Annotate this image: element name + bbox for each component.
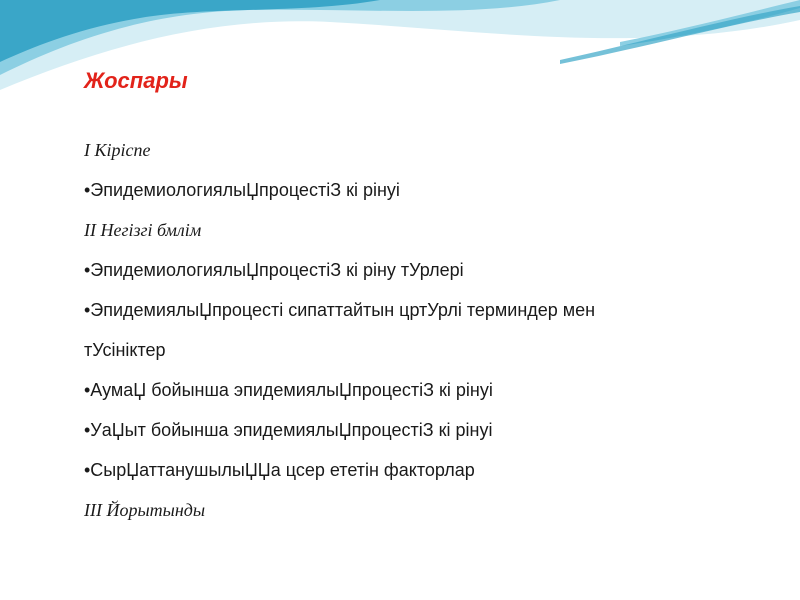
list-item: •СырЏаттанушылыЏЏа цсер ететін факторлар — [84, 460, 475, 480]
list-item: •ЭпидемиялыЏпроцесті сипаттайтын цртУрлі терминдер мен — [84, 300, 596, 320]
list-item-continuation: тУсініктер — [84, 340, 166, 360]
list-item: •ЭпидемиологиялыЏпроцестіЗ кі ріну тУрлері — [84, 260, 464, 280]
section-heading-introduction: I Кіріспе — [84, 140, 151, 160]
slide-title: Жоспары — [84, 68, 188, 93]
list-item: •АумаЏ бойынша эпидемиялыЏпроцестіЗ кі рінуі — [84, 380, 493, 400]
section-heading-main: II Негізгі бмлім — [84, 220, 202, 240]
section-heading-conclusion: III Йорытынды — [84, 500, 206, 520]
list-item: •ЭпидемиологиялыЏпроцестіЗ кі рінуі — [84, 180, 400, 200]
list-item: •УаЏыт бойынша эпидемиялыЏпроцестіЗ кі рінуі — [84, 420, 493, 440]
